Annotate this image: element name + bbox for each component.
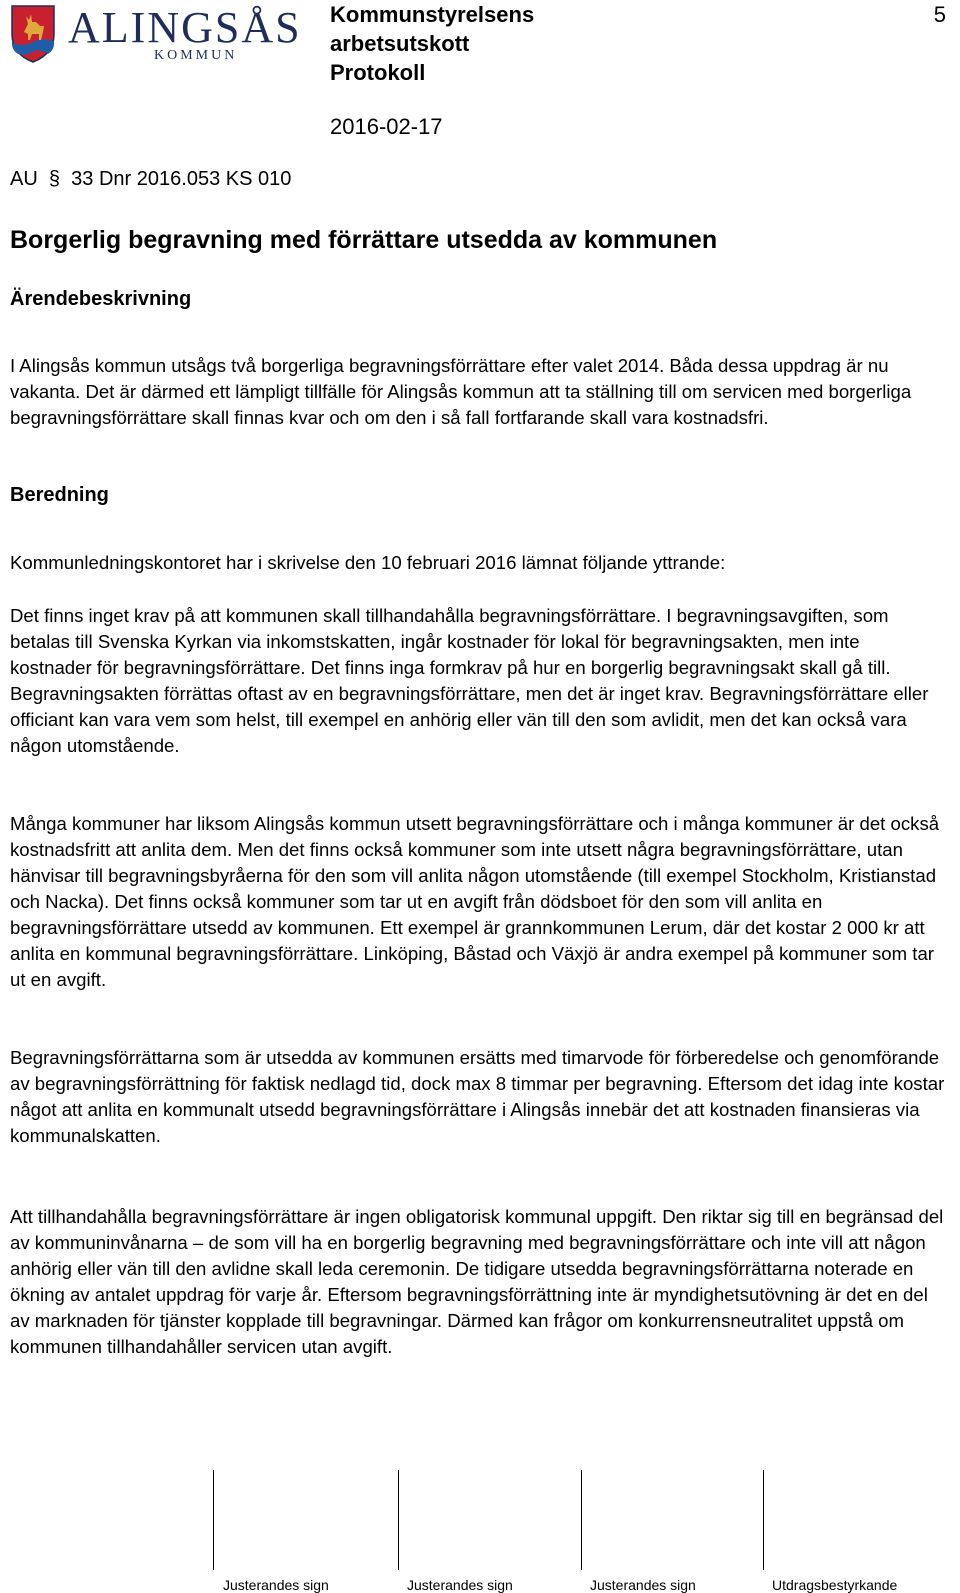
logo-name: ALINGSÅS [68, 3, 302, 52]
signature-label: Justerandes sign [223, 1577, 329, 1593]
signature-label: Justerandes sign [407, 1577, 513, 1593]
preparation-heading: Beredning [10, 484, 109, 506]
section-sign: § [48, 168, 61, 190]
signature-divider [581, 1470, 582, 1570]
diary-number: Dnr 2016.053 KS 010 [98, 168, 292, 190]
signature-divider [398, 1470, 399, 1570]
signature-divider [763, 1470, 764, 1570]
signature-label: Utdragsbestyrkande [772, 1577, 898, 1593]
signature-label: Justerandes sign [590, 1577, 696, 1593]
preparation-paragraph: Att tillhandahålla begravningsförrättare är ingen obligatorisk kommunal uppgift. Den riktar sig till en begränsad del av kommuninvånarna – de som vill ha en borgerlig begravning med begravningsförrättare och inte vill att någon anhörig eller vän till den avlidne skall leda ceremonin. De tidigare utsedda begravningsförrättarna noterade en ökning av antalet uppdrag för varje år. Eftersom begravningsförrättning inte är myndighetsutövning är det en del av marknaden för tjänster kopplade till begravningar. Därmed kan frågor om konkurrensneutralitet uppstå om kommunen tillhandahåller servicen utan avgift. [10, 1206, 944, 1357]
signature-footer [0, 1470, 960, 1593]
preparation-paragraph: Många kommuner har liksom Alingsås kommun utsett begravningsförrättare och i många kommuner är det också kostnadsfritt att anlita dem. Men det finns också kommuner som inte utsett några begravningsförrättare, utan hänvisar till begravningsbyråerna för den som vill anlita någon utomstående (till exempel Stockholm, Kristianstad och Nacka). Det finns också kommuner som tar ut en avgift från dödsboet för den som vill anlita en begravningsförrättare utsedd av kommunen. Ett exempel är grannkommunen Lerum, där det kostar 2 000 kr att anlita en kommunal begravningsförrättare. Linköping, Båstad och Växjö är andra exempel på kommuner som tar ut en avgift. [10, 813, 940, 990]
title-line: Protokoll [330, 60, 426, 85]
meeting-date: 2016-02-17 [330, 114, 443, 139]
case-reference [10, 168, 291, 191]
preparation-intro: Kommunledningskontoret har i skrivelse den 10 februari 2016 lämnat följande yttrande: [10, 552, 726, 573]
page-number: 5 [933, 2, 946, 27]
logo-subtitle: KOMMUN [154, 48, 238, 63]
case-description-text: I Alingsås kommun utsågs två borgerliga begravningsförrättare efter valet 2014. Båda dessa uppdrag är nu vakanta. Det är därmed ett lämpligt tillfälle för Alingsås kommun att ta ställning till om servicen med borgerliga begravningsförrättare skall finnas kvar och om den i så fall fortfarande skall vara kostnadsfri. [10, 355, 912, 428]
preparation-paragraph: Det finns inget krav på att kommunen skall tillhandahålla begravningsförrättare. I begravningsavgiften, som betalas till Svenska Kyrkan via inkomstskatten, ingår kostnader för lokal för begravningsakten, men inte kostnader för begravningsförrättare. Det finns inga formkrav på hur en borgerlig begravningsakt skall gå till. Begravningsakten förrättas oftast av en begravningsförrättare, men det är inget krav. Begravningsförrättare eller officiant kan vara vem som helst, till exempel en anhörig eller vän till den som avlidit, men det kan också vara någon utomstående. [10, 605, 929, 756]
title-line: Kommunstyrelsens [330, 2, 535, 27]
title-line: arbetsutskott [330, 31, 470, 56]
signature-divider [213, 1470, 214, 1570]
case-description-heading: Ärendebeskrivning [10, 288, 192, 310]
section-number: 33 [71, 168, 94, 190]
coat-of-arms-icon [10, 4, 56, 64]
body-abbreviation: AU [10, 168, 38, 190]
protocol-title [330, 0, 534, 87]
page-title: Borgerlig begravning med förrättare utsedda av kommunen [10, 226, 718, 254]
preparation-paragraph: Begravningsförrättarna som är utsedda av kommunen ersätts med timarvode för förberedelse och genomförande av begravningsförrättning för faktisk nedlagd tid, dock max 8 timmar per begravning. Eftersom det idag inte kostar något att anlita en kommunalt utsedd begravningsförrättare i Alingsås innebär det att kostnaden finansieras via kommunalskatten. [10, 1047, 945, 1146]
municipality-logo [10, 4, 300, 68]
